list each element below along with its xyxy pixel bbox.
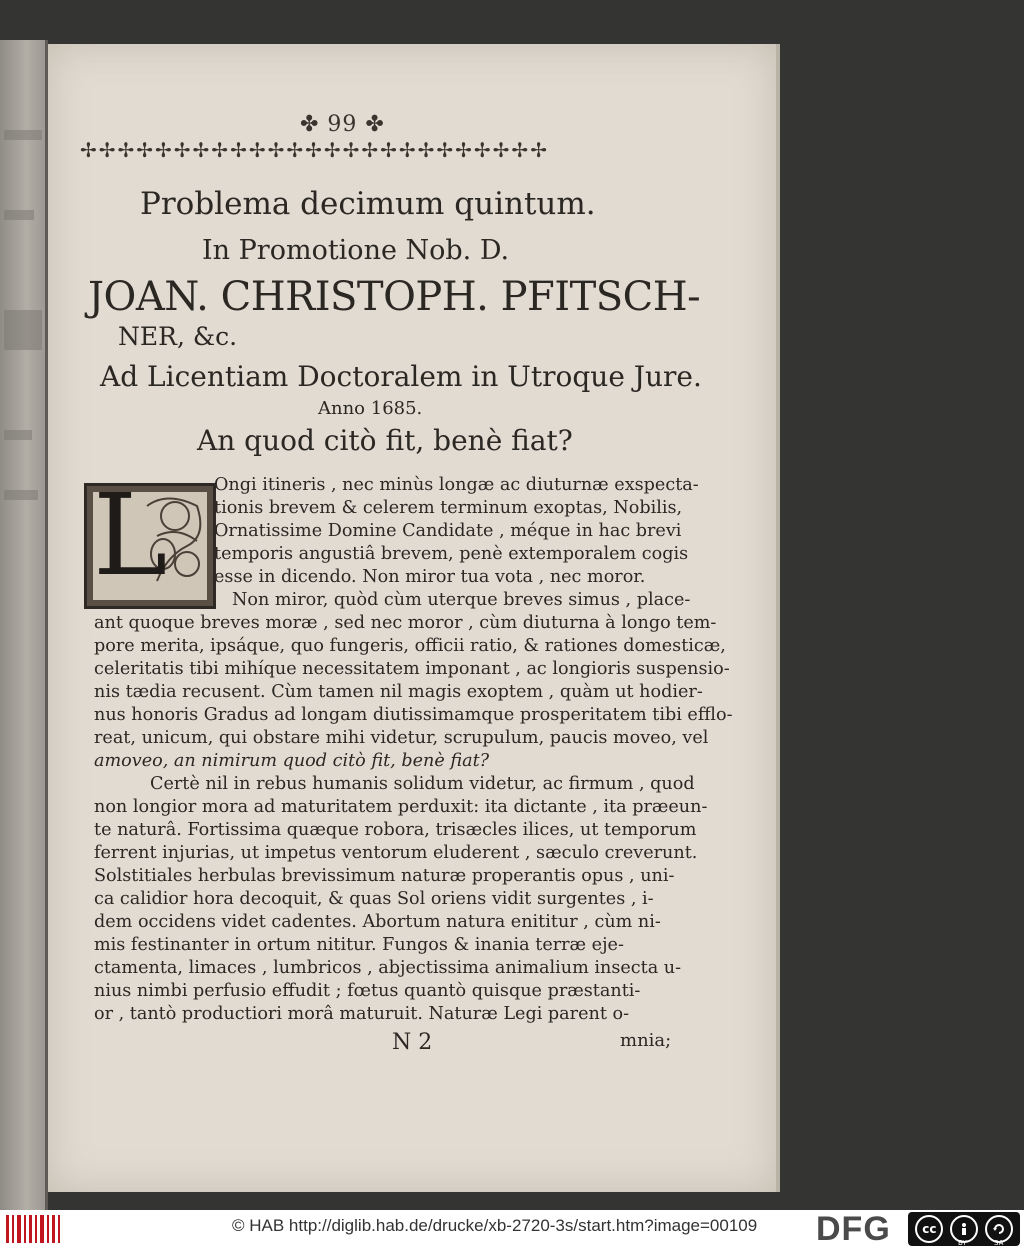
text-line: pore merita, ipsáque, quo fungeris, officii ratio, & rationes domesticæ,	[94, 636, 726, 656]
promotion-line: In Promotione Nob. D.	[202, 235, 510, 266]
text-line: esse in dicendo. Non miror tua vota , nec moror.	[214, 567, 646, 587]
text-line: nius nimbi perfusio effudit ; fœtus quantò quisque præstanti-	[94, 981, 641, 1001]
signature-mark: N 2	[392, 1030, 433, 1055]
text-line: ctamenta, limaces , lumbricos , abjectissima animalium insecta u-	[94, 958, 682, 978]
text-line: reat, unicum, qui obstare mihi videtur, scrupulum, paucis moveo, vel	[94, 728, 709, 748]
text-line: dem occidens videt cadentes. Abortum natura enititur , cùm ni-	[94, 912, 661, 932]
text-line: ferrent injurias, ut impetus ventorum eluderent , sæculo creverunt.	[94, 843, 698, 863]
page-edge	[776, 44, 780, 1192]
text-line: ant quoque breves moræ , sed nec moror , cùm diuturna à longo tem-	[94, 613, 717, 633]
text-line: Ongi itineris , nec minùs longæ ac diuturnæ exspecta-	[214, 475, 699, 495]
by-label: BY	[958, 1239, 967, 1247]
text-line: or , tantò productiori morâ maturuit. Naturæ Legi parent o-	[94, 1004, 630, 1024]
initial-letter: L	[93, 471, 168, 601]
text-line: nis tædia recusent. Cùm tamen nil magis exoptem , quàm ut hodier-	[94, 682, 703, 702]
text-line: Certè nil in rebus humanis solidum videtur, ac firmum , quod	[150, 774, 695, 794]
text-line: temporis angustiâ brevem, penè extemporalem cogis	[214, 544, 689, 564]
previous-page-edge	[0, 40, 48, 1210]
catchword: mnia;	[620, 1030, 672, 1051]
text-line: mis festinanter in ortum nititur. Fungos & inania terræ eje-	[94, 935, 624, 955]
decorated-initial	[84, 471, 216, 609]
cc-icon: cc	[915, 1215, 943, 1243]
text-line: non longior mora ad maturitatem perduxit: ita dictante , ita præeun-	[94, 797, 708, 817]
dfg-logo: DFG	[816, 1210, 891, 1248]
text-line: amoveo, an nimirum quod citò fit, benè fiat?	[94, 751, 490, 771]
question-heading: An quod citò fit, benè fiat?	[197, 424, 573, 457]
text-line: Non miror, quòd cùm uterque breves simus , place-	[232, 590, 691, 610]
text-line: tionis brevem & celerem terminum exoptas, Nobilis,	[214, 498, 683, 518]
text-line: Solstitiales herbulas brevissimum naturæ properantis opus , uni-	[94, 866, 675, 886]
ornament-border: ✢✢✢✢✢✢✢✢✢✢✢✢✢✢✢✢✢✢✢✢✢✢✢✢✢	[80, 138, 549, 162]
candidate-name: JOAN. CHRISTOPH. PFITSCH-	[88, 274, 701, 320]
text-line: ca calidior hora decoquit, & quas Sol oriens vidit surgentes , i-	[94, 889, 654, 909]
text-line: nus honoris Gradus ad longam diutissimamque prosperitatem tibi efflo-	[94, 705, 733, 725]
licentiam-heading: Ad Licentiam Doctoralem in Utroque Jure.	[100, 360, 702, 393]
barcode-icon	[6, 1215, 60, 1243]
text-line: celeritatis tibi mihíque necessitatem imponant , ac longioris suspensio-	[94, 659, 730, 679]
year-line: Anno 1685.	[318, 398, 423, 419]
candidate-name-cont: NER, &c.	[118, 322, 238, 351]
sa-label: SA	[994, 1239, 1004, 1247]
source-credit-link[interactable]: © HAB http://diglib.hab.de/drucke/xb-2720-3s/start.htm?image=00109	[232, 1216, 758, 1235]
text-line: te naturâ. Fortissima quæque robora, trisæcles ilices, ut temporum	[94, 820, 697, 840]
cc-license-badge[interactable]	[908, 1212, 1020, 1246]
page-number: ✤ 99 ✤	[300, 112, 385, 137]
text-line: Ornatissime Domine Candidate , méque in hac brevi	[214, 521, 682, 541]
problem-title: Problema decimum quintum.	[140, 186, 596, 222]
